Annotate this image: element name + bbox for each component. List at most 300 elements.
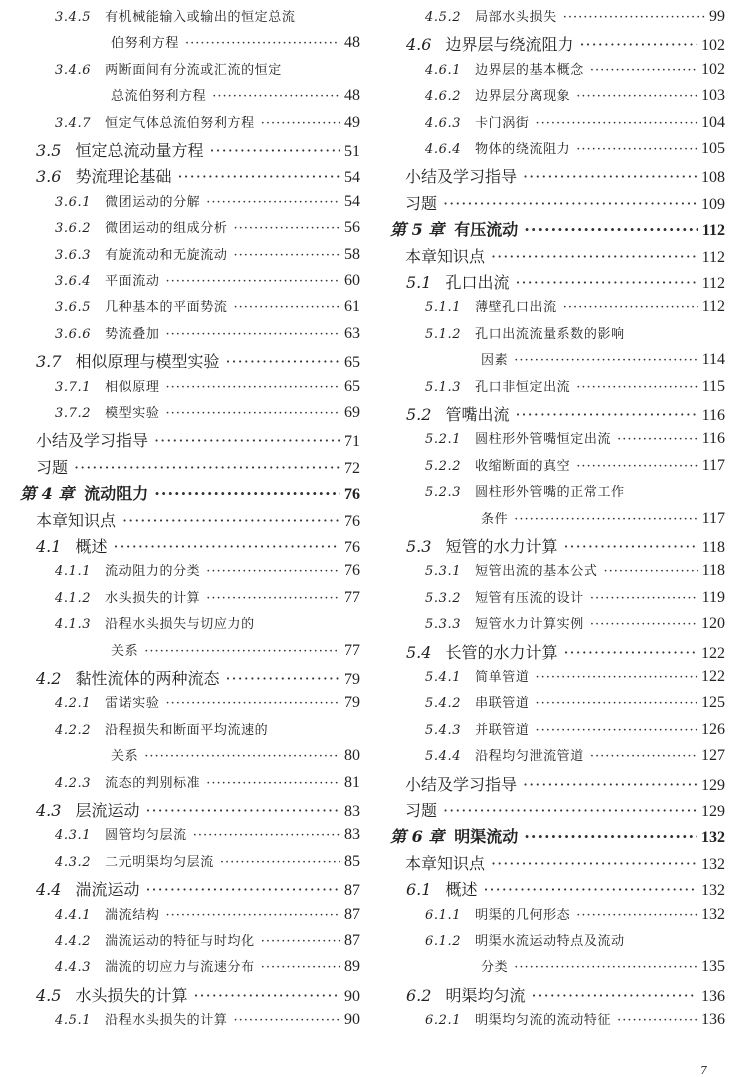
section-number: 3.4.5 <box>55 10 92 25</box>
section-title: 边界层分离现象 <box>475 89 571 105</box>
page-ref: 109 <box>701 195 725 213</box>
dot-leader <box>514 353 697 368</box>
page-ref: 65 <box>344 354 360 372</box>
page-ref: 65 <box>344 377 360 395</box>
page-ref: 129 <box>701 803 725 820</box>
dot-leader <box>225 669 340 688</box>
toc-line <box>405 164 725 187</box>
section-number: 5.2 <box>406 405 432 424</box>
section-number: 4.6.4 <box>425 142 462 157</box>
toc-line <box>425 904 725 924</box>
section-title: 流动阻力 <box>84 484 149 504</box>
toc-line <box>406 32 725 55</box>
toc-line <box>55 6 360 25</box>
section-number: 4.6 <box>406 35 432 55</box>
section-title: 湍流运动的特征与时均化 <box>105 934 255 949</box>
toc-line <box>55 376 360 396</box>
page-ref: 127 <box>701 747 725 765</box>
section-title: 短管的水力计算 <box>445 537 558 556</box>
dot-leader <box>535 116 697 131</box>
section-number: 5.2.3 <box>425 485 462 501</box>
dot-leader <box>523 775 697 794</box>
section-title: 关系 <box>111 749 139 765</box>
section-title: 沿程均匀泄流管道 <box>475 749 584 765</box>
section-title: 概述 <box>445 880 478 900</box>
section-title: 两断面间有分流或汇流的恒定 <box>105 62 282 78</box>
toc-line <box>111 32 360 52</box>
toc-line <box>406 402 725 425</box>
dot-leader <box>154 484 340 503</box>
toc-line <box>55 191 360 211</box>
toc-line <box>405 851 725 874</box>
section-title: 相似原理 <box>105 379 160 395</box>
dot-leader <box>261 960 340 975</box>
dot-leader <box>491 854 697 873</box>
page-ref: 118 <box>701 562 725 580</box>
section-title: 雷诺实验 <box>105 696 160 712</box>
section-title: 串联管道 <box>475 696 530 712</box>
page-ref: 112 <box>701 275 725 292</box>
dot-leader <box>113 537 340 556</box>
section-number: 4.1.1 <box>55 564 92 580</box>
section-number: 5.4.3 <box>425 722 462 738</box>
toc-line <box>425 59 725 79</box>
section-title: 沿程水头损失与切应力的 <box>105 617 255 633</box>
page-ref: 63 <box>344 324 360 342</box>
dot-leader <box>524 827 697 846</box>
section-number: 5.1.3 <box>425 379 462 395</box>
toc-line <box>55 613 360 632</box>
toc-line <box>425 587 725 607</box>
toc-line <box>425 323 725 342</box>
dot-leader <box>165 908 340 923</box>
toc-line <box>406 270 725 293</box>
page-ref: 125 <box>701 694 725 712</box>
section-number: 6.2 <box>406 985 432 1005</box>
section-title: 微团运动的分解 <box>105 194 201 210</box>
toc-line <box>55 59 360 78</box>
toc-line <box>55 402 360 422</box>
section-number: 5.2.2 <box>425 458 462 474</box>
section-number: 3.7.2 <box>55 406 92 421</box>
section-title: 总流伯努利方程 <box>111 89 207 105</box>
section-number: 第 6 章 <box>390 827 445 847</box>
section-number: 5.4 <box>406 642 432 662</box>
toc-line <box>406 534 725 557</box>
section-title: 明渠水流运动特点及流动 <box>475 934 625 949</box>
dot-leader <box>145 880 340 899</box>
section-number: 3.6 <box>36 167 62 187</box>
toc-line <box>481 956 725 976</box>
toc-line <box>425 481 725 500</box>
dot-leader <box>206 591 340 606</box>
dot-leader <box>590 591 698 606</box>
section-number: 6.1.1 <box>425 907 462 923</box>
page-ref: 48 <box>344 87 360 105</box>
page-ref: 54 <box>344 192 360 210</box>
dot-leader <box>154 431 340 450</box>
dot-leader <box>185 36 340 51</box>
section-title: 微团运动的组成分析 <box>105 221 228 237</box>
dot-leader <box>590 63 697 78</box>
section-number: 4.4.2 <box>55 934 92 949</box>
section-title: 明渠的几何形态 <box>475 907 571 923</box>
page-ref: 69 <box>344 404 360 421</box>
toc-line <box>425 112 725 132</box>
page-ref: 102 <box>701 60 725 78</box>
dot-leader <box>535 696 697 711</box>
toc-line <box>55 956 360 976</box>
toc-line <box>55 323 360 343</box>
page-ref: 136 <box>701 987 725 1005</box>
section-number: 3.5 <box>36 141 62 160</box>
dot-leader <box>233 300 340 315</box>
toc-line <box>55 587 360 607</box>
dot-leader <box>590 749 697 764</box>
toc-line <box>390 824 725 847</box>
section-title: 明渠均匀流的流动特征 <box>475 1013 612 1029</box>
section-title: 相似原理与模型实验 <box>75 352 220 372</box>
section-number: 4.3.2 <box>55 854 92 870</box>
dot-leader <box>233 1013 340 1028</box>
toc-line <box>405 772 725 795</box>
dot-leader <box>165 696 340 711</box>
page-ref: 119 <box>701 588 725 606</box>
page-ref: 79 <box>344 671 360 688</box>
section-number: 4.3 <box>36 801 62 820</box>
page-ref: 120 <box>701 615 725 633</box>
dot-leader <box>193 828 340 843</box>
toc-line <box>425 1009 725 1029</box>
section-number: 4.6.1 <box>425 62 462 78</box>
page-ref: 129 <box>701 776 725 794</box>
dot-leader <box>212 89 340 104</box>
page-ref: 77 <box>344 588 360 606</box>
dot-leader <box>443 801 697 820</box>
section-number: 第 4 章 <box>20 484 75 504</box>
toc-line <box>36 164 360 187</box>
page-ref: 99 <box>709 8 725 25</box>
section-number: 4.6.3 <box>425 115 462 131</box>
section-number: 5.1 <box>406 273 432 292</box>
dot-leader <box>535 670 697 685</box>
section-number: 5.2.1 <box>425 432 462 448</box>
dot-leader <box>515 405 697 424</box>
section-number: 4.1.3 <box>55 617 92 633</box>
toc-line <box>36 983 360 1006</box>
section-title: 二元明渠均匀层流 <box>105 854 214 870</box>
dot-leader <box>177 167 340 186</box>
dot-leader <box>144 749 340 764</box>
section-title: 圆柱形外管嘴恒定出流 <box>475 432 612 448</box>
toc-line <box>55 824 360 844</box>
section-title: 边界层的基本概念 <box>475 62 584 78</box>
section-number: 4.1 <box>36 537 62 556</box>
dot-leader <box>443 194 697 213</box>
section-number: 4.1.2 <box>55 590 92 606</box>
section-number: 3.6.5 <box>55 300 92 316</box>
toc-line <box>481 349 725 369</box>
section-number: 3.6.2 <box>55 221 92 237</box>
page-ref: 76 <box>344 539 360 556</box>
dot-leader <box>209 141 340 160</box>
section-title: 小结及学习指导 <box>405 167 518 187</box>
section-number: 4.5 <box>36 985 62 1005</box>
dot-leader <box>145 801 340 820</box>
page-ref: 80 <box>344 747 360 765</box>
section-title: 短管出流的基本公式 <box>475 564 598 580</box>
section-title: 水头损失的计算 <box>105 590 201 606</box>
section-title: 明渠均匀流 <box>445 985 526 1005</box>
toc-line <box>390 217 725 240</box>
dot-leader <box>491 247 698 266</box>
section-title: 孔口非恒定出流 <box>475 379 571 395</box>
section-title: 物体的绕流阻力 <box>475 142 571 157</box>
toc-line <box>405 798 725 821</box>
toc-line <box>425 376 725 396</box>
section-title: 势流理论基础 <box>75 167 172 187</box>
section-title: 势流叠加 <box>105 326 160 342</box>
dot-leader <box>563 643 697 662</box>
toc-line <box>36 508 360 531</box>
dot-leader <box>225 352 340 371</box>
dot-leader <box>515 273 697 292</box>
toc-line <box>425 613 725 633</box>
section-title: 孔口出流 <box>445 273 510 292</box>
page-ref: 103 <box>701 87 725 105</box>
toc-line <box>55 112 360 132</box>
section-title: 概述 <box>75 537 108 556</box>
toc-line <box>55 851 360 871</box>
page-ref: 87 <box>344 882 360 900</box>
section-number: 5.1.1 <box>425 300 462 316</box>
dot-leader <box>206 195 340 210</box>
dot-leader <box>603 564 697 579</box>
section-title: 几种基本的平面势流 <box>105 300 228 316</box>
page-ref: 122 <box>701 668 725 685</box>
section-title: 习题 <box>405 801 438 820</box>
section-title: 水头损失的计算 <box>75 985 188 1005</box>
dot-leader <box>576 459 697 474</box>
dot-leader <box>514 512 697 527</box>
page-ref: 132 <box>701 905 725 923</box>
toc-line <box>425 138 725 158</box>
dot-leader <box>122 511 340 530</box>
dot-leader <box>220 855 340 870</box>
page-ref: 132 <box>701 882 725 900</box>
section-number: 4.4.3 <box>55 960 92 976</box>
section-title: 短管水力计算实例 <box>475 617 584 633</box>
section-number: 5.3.3 <box>425 617 462 633</box>
section-title: 本章知识点 <box>36 510 117 530</box>
toc-line <box>425 6 725 26</box>
section-number: 5.4.2 <box>425 696 462 712</box>
section-number: 4.2.1 <box>55 696 92 712</box>
toc-line <box>425 930 725 949</box>
page-ref: 76 <box>344 486 360 504</box>
dot-leader <box>563 537 697 556</box>
toc-line <box>36 877 360 900</box>
section-number: 5.4.1 <box>425 670 462 685</box>
toc-line <box>425 296 725 316</box>
page-ref: 108 <box>701 169 725 187</box>
page-ref: 58 <box>344 245 360 263</box>
dot-leader <box>261 934 340 949</box>
section-number: 4.4.1 <box>55 907 92 923</box>
toc-line <box>425 666 725 686</box>
toc-line <box>36 428 360 451</box>
section-number: 5.4.4 <box>425 749 462 765</box>
section-title: 伯努利方程 <box>111 36 180 52</box>
page-ref: 104 <box>701 113 725 131</box>
page-ref: 54 <box>344 169 360 187</box>
dot-leader <box>576 380 697 395</box>
page-ref: 72 <box>344 459 360 477</box>
dot-leader <box>563 10 705 25</box>
dot-leader <box>531 986 697 1005</box>
dot-leader <box>576 908 697 923</box>
section-title: 沿程水头损失的计算 <box>105 1013 228 1029</box>
toc-line <box>55 270 360 290</box>
section-number: 6.2.1 <box>425 1013 462 1029</box>
page-ref: 135 <box>701 958 725 976</box>
toc-line <box>405 191 725 214</box>
section-number: 4.2 <box>36 669 62 688</box>
section-title: 小结及学习指导 <box>405 774 518 794</box>
section-title: 有机械能输入或输出的恒定总流 <box>105 10 296 25</box>
page-ref: 79 <box>344 694 360 712</box>
page-ref: 105 <box>701 140 725 157</box>
page-ref: 76 <box>344 562 360 580</box>
section-title: 卡门涡街 <box>475 115 530 131</box>
section-number: 4.5.2 <box>425 10 462 25</box>
section-number: 4.4 <box>36 880 62 900</box>
toc-line <box>55 296 360 316</box>
toc-line <box>55 719 360 738</box>
page-ref: 136 <box>701 1011 725 1029</box>
toc-line <box>425 85 725 105</box>
page-ref: 112 <box>701 298 725 316</box>
section-title: 分类 <box>481 960 509 976</box>
toc-line <box>36 798 360 821</box>
page-ref: 117 <box>701 456 725 474</box>
page-ref: 87 <box>344 932 360 949</box>
section-title: 层流运动 <box>75 801 140 820</box>
section-number: 3.4.7 <box>55 115 92 131</box>
dot-leader <box>193 986 340 1005</box>
section-title: 有旋流动和无旋流动 <box>105 247 228 263</box>
dot-leader <box>523 167 697 186</box>
page-ref: 81 <box>344 773 360 791</box>
page-ref: 87 <box>344 905 360 923</box>
page-ref: 48 <box>344 34 360 52</box>
dot-leader <box>617 1013 697 1028</box>
toc-line <box>111 640 360 660</box>
page-ref: 126 <box>701 720 725 738</box>
page-ref: 60 <box>344 272 360 289</box>
dot-leader <box>206 776 340 791</box>
section-title: 因素 <box>481 353 509 369</box>
section-number: 5.1.2 <box>425 326 462 342</box>
section-title: 明渠流动 <box>454 827 519 847</box>
toc-line <box>36 666 360 689</box>
section-title: 恒定气体总流伯努利方程 <box>105 115 255 131</box>
section-title: 边界层与绕流阻力 <box>445 35 574 55</box>
page-ref: 77 <box>344 641 360 659</box>
dot-leader <box>165 380 340 395</box>
section-number: 3.6.4 <box>55 274 92 289</box>
section-title: 局部水头损失 <box>475 10 557 25</box>
section-number: 5.3.1 <box>425 564 462 580</box>
section-title: 圆柱形外管嘴的正常工作 <box>475 485 625 501</box>
section-title: 平面流动 <box>105 274 160 289</box>
page-ref: 49 <box>344 113 360 131</box>
section-number: 5.3 <box>406 537 432 556</box>
dot-leader <box>483 880 697 899</box>
page-ref: 114 <box>701 351 725 369</box>
dot-leader <box>617 432 698 447</box>
page-ref: 115 <box>701 377 725 395</box>
toc-line <box>425 560 725 580</box>
section-title: 关系 <box>111 643 139 659</box>
section-title: 湍流运动 <box>75 880 140 900</box>
page-ref: 116 <box>701 407 725 424</box>
dot-leader <box>535 723 697 738</box>
toc-line <box>405 244 725 267</box>
section-number: 3.4.6 <box>55 62 92 78</box>
section-number: 3.7.1 <box>55 379 92 395</box>
toc-line <box>55 930 360 950</box>
section-title: 收缩断面的真空 <box>475 458 571 474</box>
page-ref: 116 <box>701 430 725 448</box>
toc-line <box>55 772 360 792</box>
section-title: 并联管道 <box>475 722 530 738</box>
section-title: 圆管均匀层流 <box>105 828 187 844</box>
page-ref: 51 <box>344 143 360 160</box>
dot-leader <box>576 89 697 104</box>
section-title: 习题 <box>36 457 69 477</box>
page-ref: 83 <box>344 826 360 844</box>
toc-line <box>425 745 725 765</box>
section-title: 本章知识点 <box>405 246 486 266</box>
dot-leader <box>165 327 340 342</box>
dot-leader <box>590 617 697 632</box>
section-title: 有压流动 <box>454 220 519 240</box>
section-title: 条件 <box>481 511 509 527</box>
section-number: 5.3.2 <box>425 590 462 606</box>
section-title: 黏性流体的两种流态 <box>75 669 220 688</box>
section-title: 薄壁孔口出流 <box>475 300 557 316</box>
dot-leader <box>261 116 340 131</box>
page-ref: 112 <box>701 248 725 266</box>
section-title: 管嘴出流 <box>445 405 510 424</box>
toc-line <box>55 904 360 924</box>
page-ref: 90 <box>344 1011 360 1029</box>
toc-line <box>425 692 725 712</box>
dot-leader <box>563 300 698 315</box>
toc-line <box>481 508 725 528</box>
section-number: 4.5.1 <box>55 1013 92 1029</box>
toc-line <box>425 719 725 739</box>
toc-line <box>55 692 360 712</box>
dot-leader <box>144 644 340 659</box>
section-number: 4.2.2 <box>55 722 92 738</box>
toc-line <box>55 560 360 580</box>
page-ref: 132 <box>701 829 725 847</box>
section-title: 短管有压流的设计 <box>475 590 584 606</box>
page-ref: 112 <box>701 222 725 240</box>
section-title: 小结及学习指导 <box>36 431 149 451</box>
